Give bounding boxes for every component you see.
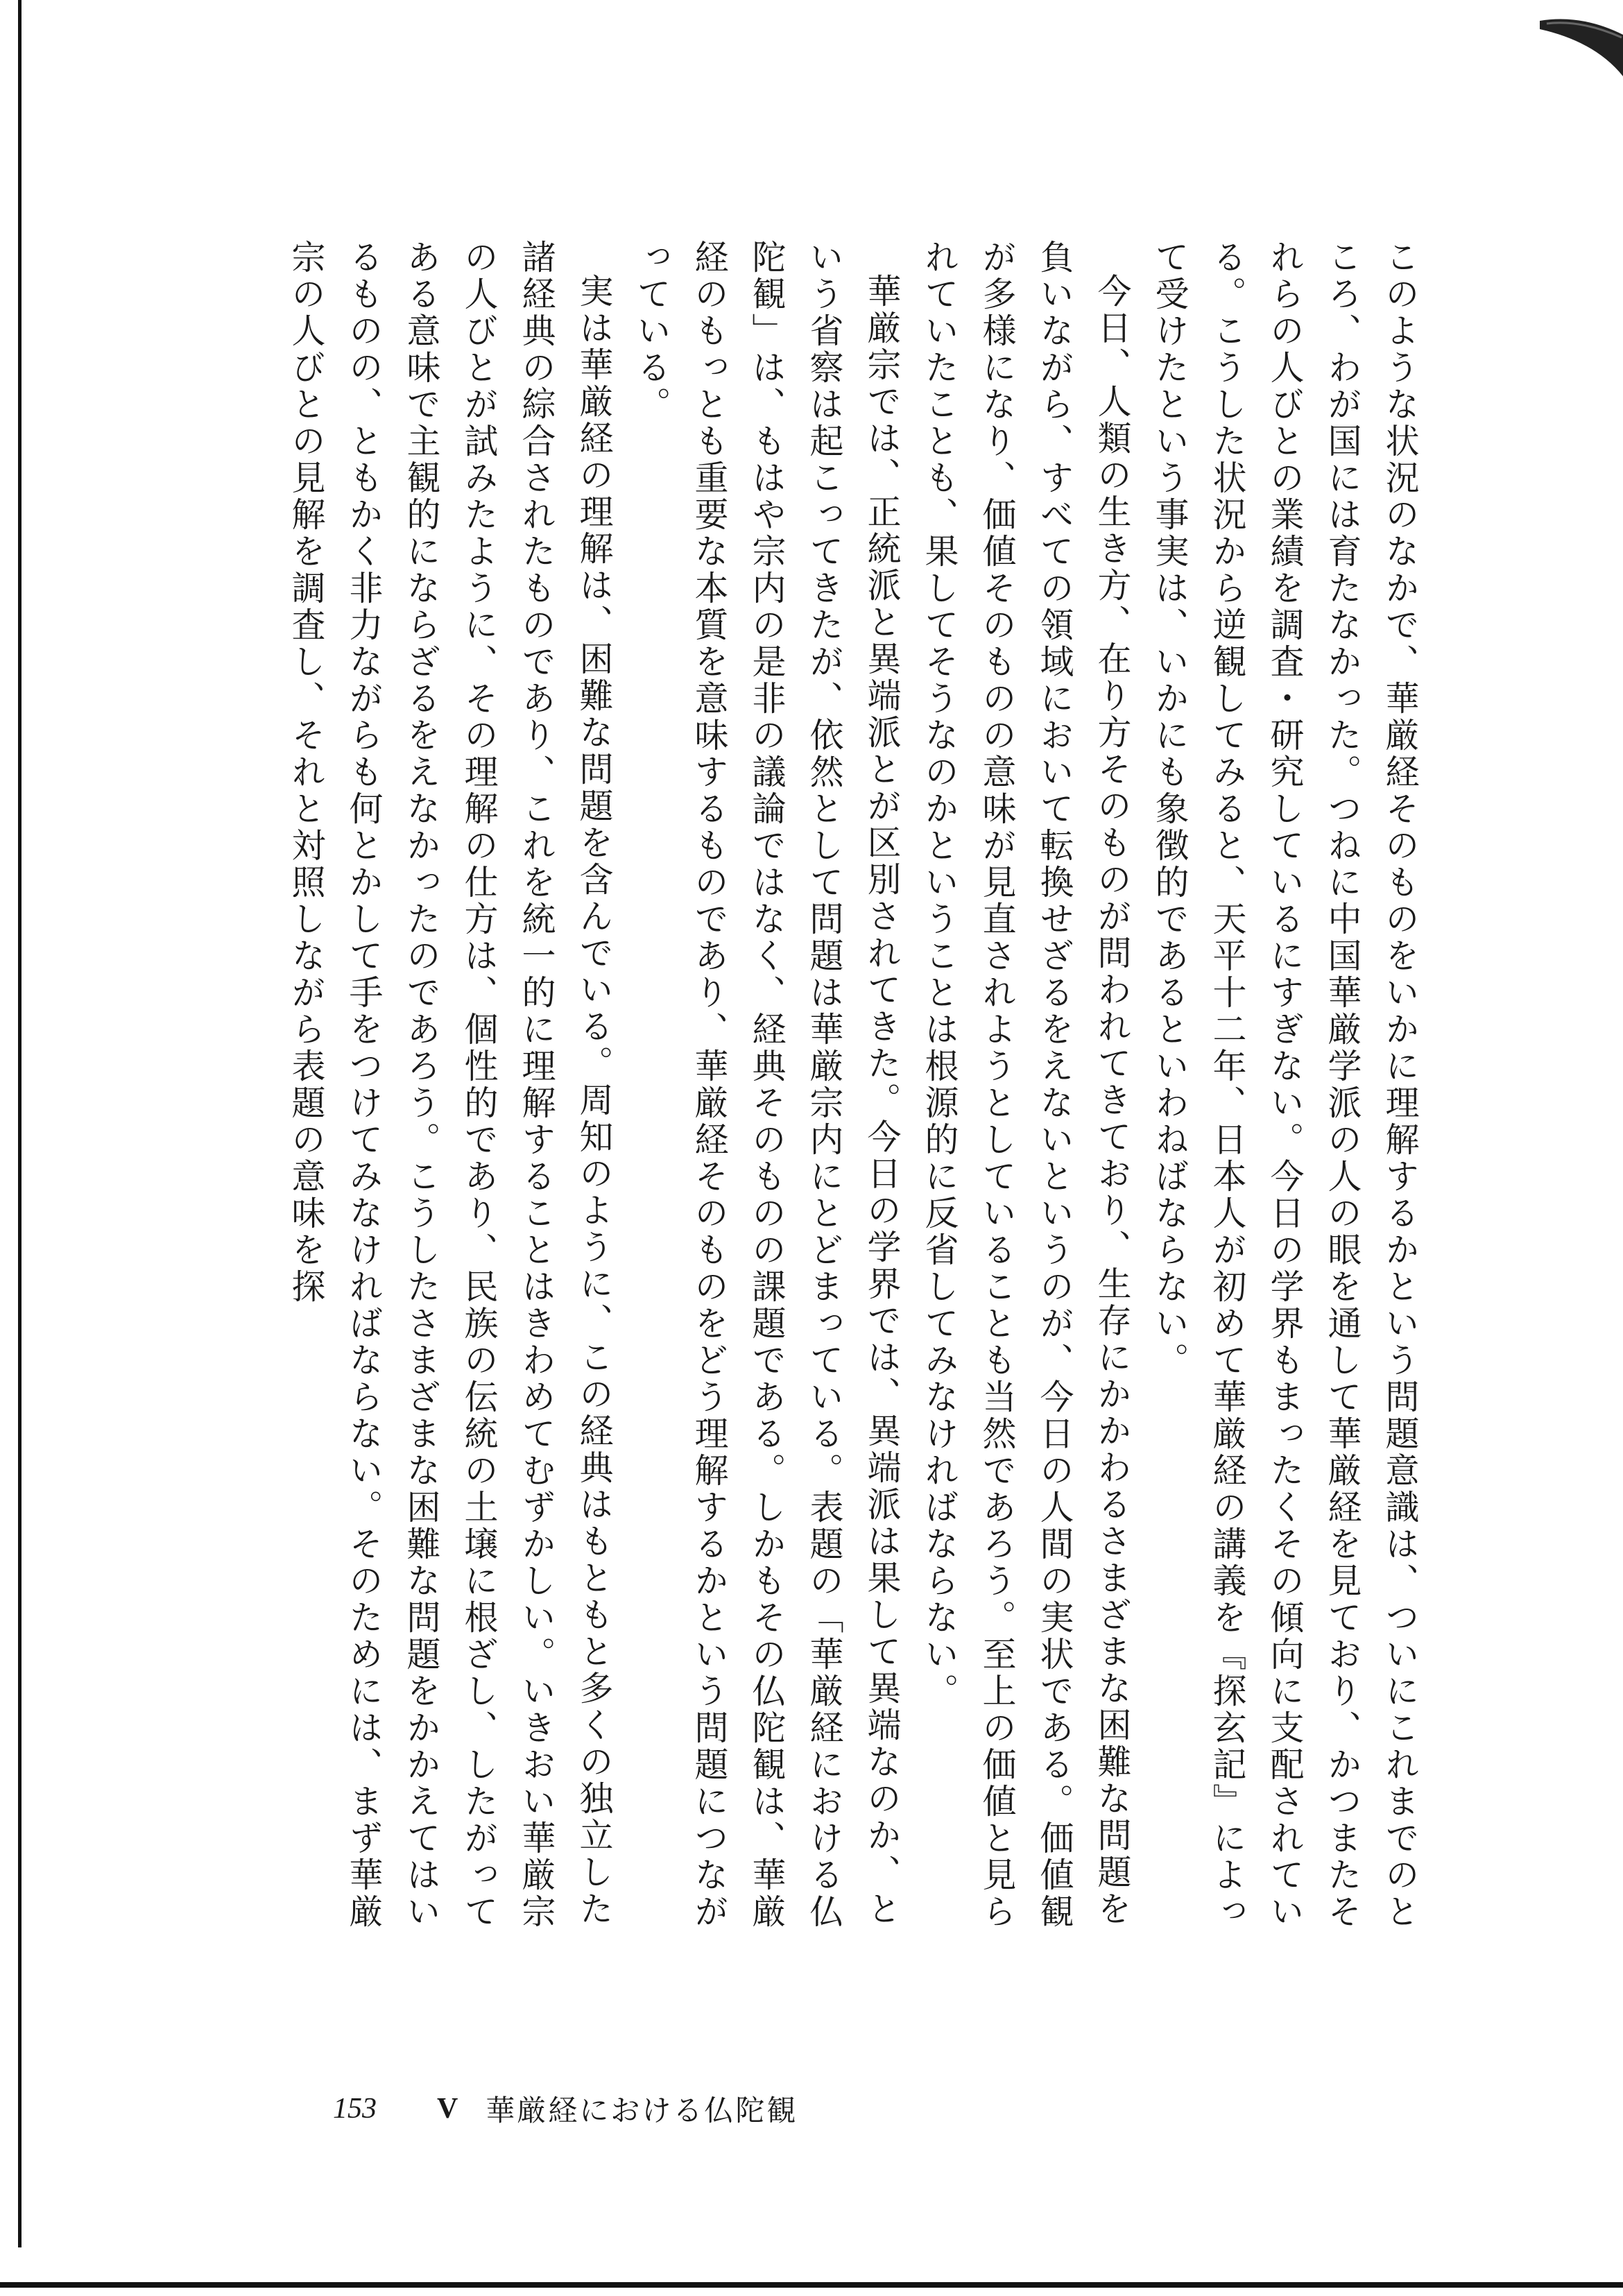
- page-corner-curl: [1540, 14, 1623, 76]
- running-title: 華厳経における仏陀観: [486, 2093, 798, 2127]
- paragraph-2: 今日、人類の生き方、在り方そのものが問われてきており、生存にかかわるさまざまな困難な問題を負いながら、すべての領域において転換せざるをえないというのが、今日の人間の実状である。価値観が多様になり、価値そのものの意味が見直されようとしていることも当然であろう。至上の価値と見られていたことも、果してそうなのかということは根源的に反省してみなければならない。: [920, 239, 1132, 1930]
- page-footer: [333, 2088, 798, 2130]
- paragraph-4: 実は華厳経の理解は、困難な問題を含んでいる。周知のように、この経典はもともと多くの独立した諸経典の綜合されたものであり、これを統一的に理解することはきわめてむずかしい。いきおい華厳宗の人びとが試みたように、その理解の仕方は、個性的であり、民族の伝統の土壌に根ざし、したがってある意味で主観的にならざるをえなかったのであろう。こうしたさまざまな困難な問題をかかえてはいるものの、ともかく非力ながらも何とかして手をつけてみなければならない。そのためには、まず華厳宗の人びとの見解を調査し、それと対照しながら表題の意味を探: [286, 239, 614, 1930]
- chapter-numeral: V: [437, 2093, 458, 2125]
- paragraph-1: このような状況のなかで、華厳経そのものをいかに理解するかという問題意識は、ついにこれまでのところ、わが国には育たなかった。つねに中国華厳学派の人の眼を通して華厳経を見ており、かつまたそれらの人びとの業績を調査・研究しているにすぎない。今日の学界もまったくその傾向に支配されている。こうした状況から逆観してみると、天平十二年、日本人が初めて華厳経の講義を『探玄記』によって受けたという事実は、いかにも象徴的であるといわねばならない。: [1150, 239, 1420, 1930]
- paragraph-3: 華厳宗では、正統派と異端派とが区別されてきた。今日の学界では、異端派は果して異端なのか、という省察は起こってきたが、依然として問題は華厳宗内にとどまっている。表題の「華厳経における仏陀観」は、もはや宗内の是非の議論ではなく、経典そのものの課題である。しかもその仏陀観は、華厳経のもっとも重要な本質を意味するものであり、華厳経そのものをどう理解するかという問題につながっている。: [632, 239, 902, 1930]
- scan-edge-bottom: [0, 2282, 1623, 2288]
- page-number: 153: [333, 2093, 377, 2125]
- body-text: [270, 239, 1429, 1946]
- scan-edge-left: [18, 0, 22, 2247]
